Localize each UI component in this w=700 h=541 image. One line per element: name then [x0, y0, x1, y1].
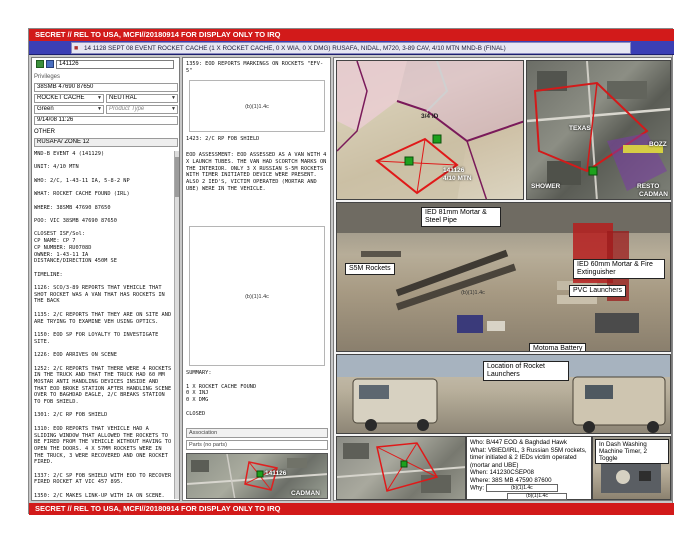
info-why-label: Why: — [470, 484, 485, 492]
satellite-map[interactable] — [526, 60, 671, 200]
redaction-box: (b)(1)1.4c — [189, 226, 325, 366]
info-why-redaction: (b)(1)1.4c — [486, 484, 558, 492]
photo-label: IED 60mm Mortar & Fire Extinguisher — [573, 259, 665, 279]
satellite-map-overlay — [527, 61, 671, 200]
chevron-down-icon: ▼ — [171, 95, 176, 101]
title-bar — [29, 41, 674, 55]
vehicle-photo[interactable] — [336, 354, 671, 434]
assessment-pane — [182, 57, 331, 501]
classification-banner-bottom: SECRET // REL TO USA, MCFI//20180914 FOR DISPLAY ONLY TO IRQ — [29, 503, 674, 515]
other-label: OTHER — [34, 129, 55, 135]
product-type-select[interactable] — [106, 105, 178, 114]
product-type-placeholder: Product Type — [109, 106, 145, 112]
blue-square-icon[interactable] — [46, 60, 54, 68]
markings-text: 1359: EOD REPORTS MARKINGS ON ROCKETS "EFV-5" — [186, 61, 324, 74]
photo-label: S5M Rockets — [345, 263, 395, 275]
disposition-value: NEUTRAL — [109, 95, 138, 101]
category-select[interactable] — [34, 94, 104, 103]
map-place-label: CADMAN — [639, 191, 668, 198]
window-title[interactable] — [71, 42, 631, 54]
info-bottom-redaction: (b)(1)1.4c — [507, 493, 567, 500]
photo-label: In Dash Washing Machine Timer, 2 Toggle — [595, 439, 669, 464]
info-what: What: VBIED/IRL, 3 Russian S5M rockets, timer initiated & 2 IEDs victim operated (mortar and UBE) — [470, 446, 587, 469]
map-unit-label: 3/4 ID — [421, 113, 439, 120]
event-detail-pane — [31, 57, 180, 501]
color-value: Green — [37, 106, 54, 112]
datetime-field[interactable]: 9/14/08 11:26 — [34, 116, 178, 125]
chevron-down-icon: ▼ — [97, 106, 102, 112]
redaction-box: (b)(1)1.4c — [189, 80, 325, 132]
left-toolbar — [34, 58, 178, 71]
aerial-photo-scene — [337, 437, 466, 500]
map-place-label: BOZZ — [649, 141, 667, 148]
event-id-field[interactable]: 141126 — [56, 60, 174, 69]
category-value: ROCKET CACHE — [37, 95, 85, 101]
aerial-photo[interactable] — [336, 436, 466, 500]
map-place-label: RESTO — [637, 183, 660, 190]
photo-label: IED 81mm Mortar & Steel Pipe — [421, 207, 501, 227]
photo-label: PVC Launchers — [569, 285, 626, 297]
green-square-icon[interactable] — [36, 60, 44, 68]
document-frame — [28, 28, 673, 514]
info-where: Where: 38S MB 47590 87600 — [470, 476, 552, 484]
disposition-select[interactable] — [106, 94, 178, 103]
event-log-text: MND-B EVENT 4 (141129) UNIT: 4/10 MTN WHO: 2/C, 1-43-11 IA, 5-8-2 NP WHAT: ROCKET CACHE FOUND (IRL) WHERE: 38SMB 47690 87650 POO: VIC 38SMB 47690 87650 CLOSEST ISF/Sol: CP NAME: CP 7 CP NUMBER: RU0708D OWNER: 1-43-11 IA DISTANCE/DIRECTION 450M SE TIMELINE: 1126: SCO/3-89 REPORTS THAT VEHICLE THAT SHOT ROCKET WAS A VAN THAT HAS ROCKETS IN THE BACK 1135: 2/C REPORTS THAT THEY ARE ON SITE AND ARE TRYING TO EXAMINE VEH USING OPTICS. 1150: EOD SP FOR LOYALTY TO INVESTIGATE SITE. 1226: EOD ARRIVES ON SCENE 1252: 2/C REPORTS THAT THERE WERE 4 ROCKETS IN THE TRUCK AND THAT THE TRUCK HAD 60 MM MOSTAR ANTI HANDLING DEVICES INSIDE AND THAT EOD BROKE STATION AFTER HANDLING SCENE OVER TO BAGHDAD EAGLE, 2/C BREAKS STATION TO FOB SHIELD. 1301: 2/C RP FOB SHIELD 1310: EOD REPORTS THAT VEHICLE HAD A SLIDING WINDOW THAT ALLOWED THE ROCKETS TO BE FIRED FROM THE VEHICLE WITHOUT HAVING TO OPEN THE DOORS. 4 X 57MM ROCKETS WERE IN THE TRUCK, 3 WERE RECOVERED AND ONE ROCKET FIRED. 1337: 2/C SP FOB SHIELD WITH EOD TO RECOVER FIRED ROCKET AT VIC 457 895. 1350: 2/C MAKES LINK-UP WITH IA ON SCENE. — [34, 151, 172, 499]
parts-field[interactable]: Parts (no parts) — [186, 440, 328, 450]
timer-photo[interactable] — [592, 436, 671, 500]
map-place-label: TEXAS — [569, 125, 591, 132]
bookmark-icon: ■ — [74, 45, 79, 52]
photo-label: Location of Rocket Launchers — [483, 361, 569, 381]
zone-field[interactable]: RUSAFA/ ZONE 12 — [34, 138, 178, 147]
color-select[interactable] — [34, 105, 104, 114]
minimap-place-label: CADMAN — [291, 490, 320, 497]
chevron-down-icon: ▼ — [97, 95, 102, 101]
satellite-thumbnail[interactable] — [186, 453, 328, 499]
eod-assessment-text: EOD ASSESSMENT: EOD ASSESSED AS A VAN WITH 4 X LAUNCH TUBES. THE VAN HAD SCORTCH MARKS ON THE INTERIOR. ONLY 3 X RUSSIAN S-5M ROCKETS WITH TIMER INITIATED DEVICE WERE PRESENT. ALSO 2 IED'S, VICTIM OPERATED (MORTAR AND UBE) WERE IN THE VEHICLE. — [186, 152, 327, 192]
map-place-label: SHOWER — [531, 183, 561, 190]
scrollbar-thumb[interactable] — [175, 157, 179, 197]
log-scrollbar[interactable] — [174, 151, 179, 499]
privileges-label: Privileges — [34, 74, 61, 80]
info-when: When: 141230CSEP08 — [470, 469, 534, 476]
area-map-overlay — [337, 61, 524, 200]
summary-text: SUMMARY: 1 X ROCKET CACHE FOUND 0 X INJ 0 X DMG CLOSED — [186, 370, 257, 417]
map-unit-label: 4/10 MTN — [443, 175, 472, 182]
map-event-label: 141126 — [443, 167, 465, 174]
chevron-down-icon: ▼ — [171, 106, 176, 112]
imagery-pane — [333, 57, 672, 501]
info-who: Who: B/447 EOD & Baghdad Hawk — [470, 439, 567, 446]
event-info-box — [466, 436, 592, 500]
window-title-text: 14 1128 SEPT 08 EVENT ROCKET CACHE (1 X ROCKET CACHE, 0 X WIA, 0 X DMG) RUSAFA, NIDAL, M720, 3-89 CAV, 4/10 MTN MND-B (FINAL) — [84, 45, 506, 52]
photo-label: Motoma Battery — [529, 343, 586, 352]
classification-banner-top: SECRET // REL TO USA, MCFI//20180914 FOR DISPLAY ONLY TO IRQ — [29, 29, 674, 41]
rp-text: 1423: 2/C RP FOB SHIELD — [186, 136, 260, 142]
minimap-event-label: 141126 — [265, 470, 287, 477]
association-field[interactable]: Association — [186, 428, 328, 438]
area-map[interactable] — [336, 60, 524, 200]
redaction-label: (b)(1)1.4c — [461, 290, 485, 296]
grid-field[interactable]: 38SMB 47690 87650 — [34, 83, 178, 92]
cache-photo[interactable] — [336, 202, 671, 352]
